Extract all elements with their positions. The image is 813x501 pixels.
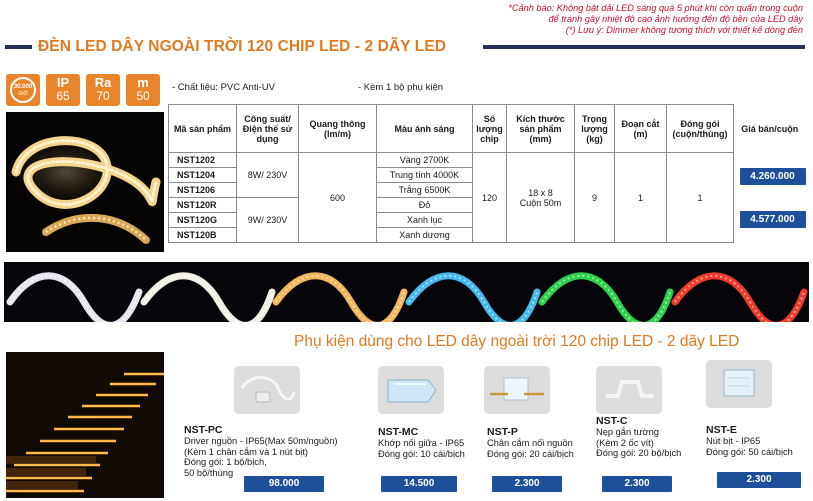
- warning-line-1: *Cảnh báo: Không bật dải LED sáng quá 5 phút khi còn quấn trong cuộn: [508, 3, 803, 13]
- price-tag-driver: 98.000: [244, 476, 324, 492]
- power-cell-a: 8W/ 230V: [237, 153, 299, 198]
- header-cut: Đoạn cắt (m): [615, 105, 667, 153]
- cut-cell: 1: [615, 153, 667, 243]
- sku-cell: NST1206: [169, 183, 237, 198]
- header-pack: Đóng gói (cuộn/thùng): [667, 105, 734, 153]
- spec-table: [168, 104, 806, 243]
- accessory-line: Nẹp gắn tường: [596, 427, 659, 437]
- ip-badge-key: IP: [56, 75, 70, 90]
- stairs-photo: [6, 352, 164, 498]
- pack-cell: 1: [667, 153, 734, 243]
- size-cell: [507, 153, 575, 243]
- section-title-bar: [0, 40, 813, 54]
- sku-cell: NST1204: [169, 168, 237, 183]
- accessory-code: NST-PC: [184, 424, 223, 436]
- page-title: ĐÈN LED DÂY NGOÀI TRỜI 120 CHIP LED - 2 DÃY LED: [38, 38, 447, 55]
- accessory-line: Driver nguồn - IP65(Max 50m/nguồn): [184, 436, 338, 446]
- chips-cell: 120: [473, 153, 507, 243]
- accessory-line: (Kèm 1 chân cắm và 1 nút bịt): [184, 446, 309, 457]
- header-price: Giá bán/cuộn: [734, 105, 806, 153]
- length-badge: [126, 74, 160, 106]
- lifetime-value: 30.000: [13, 84, 33, 90]
- sku-cell: NST120R: [169, 198, 237, 213]
- price-tag-white: 4.260.000: [740, 168, 806, 185]
- accessory-line: Đóng gói: 20 bộ/bịch: [596, 448, 682, 458]
- accessory-plug: [487, 426, 574, 459]
- sku-cell: NST120G: [169, 213, 237, 228]
- accessory-line: Nút bịt - IP65: [706, 436, 761, 446]
- header-weight: Trọng lượng (kg): [575, 105, 615, 153]
- accessory-line: 50 bộ/thùng: [184, 467, 234, 478]
- accessory-line: Đóng gói: 1 bộ/bịch,: [184, 457, 267, 467]
- lifetime-ring-icon: [10, 77, 36, 103]
- lumen-cell: 600: [299, 153, 377, 243]
- ra-badge: [86, 74, 120, 106]
- ra-badge-key: Ra: [94, 75, 112, 90]
- accessories-title: Phụ kiện dùng cho LED dây ngoài trời 120 chip LED - 2 dãy LED: [294, 333, 740, 350]
- color-cell: Xanh lục: [377, 213, 473, 228]
- table-row: [169, 153, 806, 168]
- warning-note: [403, 3, 803, 36]
- title-rule-left: [5, 45, 32, 49]
- color-cell: Xanh dương: [377, 228, 473, 243]
- ip-badge: [46, 74, 80, 106]
- accessory-line: Đóng gói: 10 cái/bịch: [378, 448, 465, 459]
- accessory-line: Đóng gói: 20 cái/bịch: [487, 448, 574, 459]
- accessory-endcap: [706, 424, 793, 457]
- accessory-image-plug: [484, 366, 550, 414]
- header-color: Màu ánh sáng: [377, 105, 473, 153]
- accessory-code: NST-P: [487, 426, 518, 438]
- weight-cell: 9: [575, 153, 615, 243]
- accessory-driver: [184, 424, 337, 478]
- lifetime-badge: [6, 74, 40, 106]
- header-size: Kích thước sản phẩm (mm): [507, 105, 575, 153]
- header-lumen: Quang thông (lm/m): [299, 105, 377, 153]
- color-cell: Trắng 6500K: [377, 183, 473, 198]
- power-cell-b: 9W/ 230V: [237, 198, 299, 243]
- color-cell: Vàng 2700K: [377, 153, 473, 168]
- accessory-clip: [596, 415, 681, 459]
- ra-badge-value: 70: [96, 89, 110, 103]
- length-badge-key: m: [137, 75, 149, 90]
- sku-cell: NST1202: [169, 153, 237, 168]
- warning-line-2: để tránh gây nhiệt độ cao ảnh hưởng đến độ bền của LED dây: [548, 14, 803, 24]
- title-rule-right: [483, 45, 805, 49]
- price-tag-endcap: 2.300: [717, 472, 801, 488]
- price-tag-plug: 2.300: [492, 476, 562, 492]
- ip-badge-value: 65: [56, 89, 70, 103]
- price-tag-rgb: 4.577.000: [740, 211, 806, 228]
- accessory-note: - Kèm 1 bộ phụ kiện: [358, 82, 444, 93]
- product-photo: [6, 112, 164, 252]
- accessory-image-driver: [234, 366, 300, 414]
- accessory-connector: [378, 426, 465, 459]
- accessory-line: (Kèm 2 ốc vít): [596, 437, 654, 448]
- warning-line-3: (*) Lưu ý: Dimmer không tương thích với thiết kế dòng đèn: [565, 25, 803, 35]
- accessory-line: Chân cắm nối nguồn: [487, 438, 573, 448]
- accessory-image-connector: [378, 366, 444, 414]
- accessory-code: NST-C: [596, 415, 628, 427]
- header-power: Công suất/ Điện thế sử dụng: [237, 105, 299, 153]
- price-tag-clip: 2.300: [602, 476, 672, 492]
- length-badge-value: 50: [136, 89, 150, 103]
- accessory-line: Đóng gói: 50 cái/bịch: [706, 446, 793, 457]
- price-tag-connector: 14.500: [381, 476, 457, 492]
- color-cell: Đỏ: [377, 198, 473, 213]
- accessory-code: NST-E: [706, 424, 737, 436]
- size-dim: 18 x 8: [528, 187, 553, 198]
- accessory-image-endcap: [706, 360, 772, 408]
- size-roll: Cuộn 50m: [519, 197, 562, 208]
- material-note: - Chất liệu: PVC Anti-UV: [172, 82, 275, 93]
- header-chips: Số lượng chip: [473, 105, 507, 153]
- lifetime-unit: GIỜ: [18, 91, 28, 97]
- color-cell: Trung tính 4000K: [377, 168, 473, 183]
- accessory-image-clip: [596, 366, 662, 414]
- accessory-line: Khớp nối giữa - IP65: [378, 438, 465, 448]
- header-sku: Mã sản phẩm: [169, 105, 237, 153]
- accessory-code: NST-MC: [378, 426, 419, 438]
- color-strip-photo: [4, 262, 809, 322]
- sku-cell: NST120B: [169, 228, 237, 243]
